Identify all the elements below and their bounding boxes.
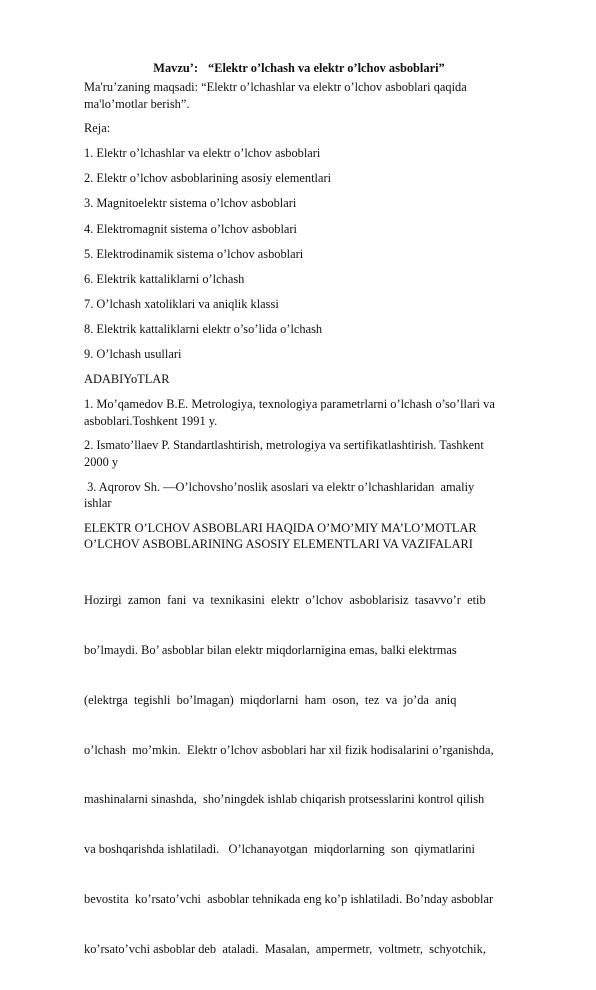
reference-line-1: 2. Ismato’llaev P. Standartlashtirish, metrologiya va sertifikatlashtirish. Tashkent (84, 438, 484, 453)
section-heading-line-2: O’LCHOV ASBOBLARINING ASOSIY ELEMENTLARI VA VAZIFALARI (84, 537, 473, 552)
reference-line-1: 3. Aqrorov Sh. ―O’lchovsho’noslik asoslari va elektr o’lchashlaridan amaliy (84, 479, 475, 494)
plan-list (84, 145, 514, 362)
reference-line-2: ishlar (84, 496, 112, 511)
document-page (84, 60, 514, 990)
reference-line-2: 2000 y (84, 455, 119, 469)
plan-item: 8. Elektrik kattaliklarni elektr o’so’lida o’lchash (84, 321, 323, 336)
section-heading (84, 520, 514, 553)
plan-item: 4. Elektromagnit sistema o’lchov asboblari (84, 221, 298, 236)
purpose-paragraph (84, 79, 514, 112)
body-line: ko’rsato’vchi asboblar deb ataladi. Masalan, ampermetr, voltmetr, schyotchik, (84, 941, 486, 956)
body-line: o’lchash mo’mkin. Elektr o’lchov asboblari har xil fizik hodisalarini o’rganishda, (84, 742, 494, 757)
reference-line-1: 1. Mo’qamedov B.E. Metrologiya, texnologiya parametrlarni o’lchash o’so’llari va (84, 397, 495, 412)
references-heading: ADABIYoTLAR (84, 372, 170, 387)
references-list (84, 396, 514, 512)
reference-item (84, 396, 514, 429)
purpose-line-1: Ma'ru’zaning maqsadi: “Elektr o’lchashlar va elektr o’lchov asboblari qaqida (84, 80, 467, 94)
body-line: Hozirgi zamon fani va texnikasini elektr o’lchov asboblarisiz tasavvo’r etib (84, 593, 486, 608)
reference-item (84, 437, 514, 470)
plan-item: 7. O’lchash xatoliklari va aniqlik klassi (84, 296, 279, 311)
body-line: bo’lmaydi. Bo’ asboblar bilan elektr miqdorlarnigina emas, balki elektrmas (84, 642, 457, 657)
document-title (84, 60, 514, 77)
body-line: va boshqarishda ishlatiladi. O’lchanayotgan miqdorlarning son qiymatlarini (84, 842, 475, 857)
plan-item: 6. Elektrik kattaliklarni o’lchash (84, 271, 245, 286)
reference-item (84, 479, 514, 512)
plan-label: Reja: (84, 121, 111, 136)
body-paragraph (84, 559, 514, 990)
title-label: Mavzu’: (153, 61, 199, 75)
section-heading-line-1: ELEKTR O’LCHOV ASBOBLARI HAQIDA O’MO’MIY MA’LO’MOTLAR (84, 520, 477, 535)
body-line: (elektrga tegishli bo’lmagan) miqdorlarni ham oson, tez va jo’da aniq (84, 692, 457, 707)
title-text: “Elektr o’lchash va elektr o’lchov asboblari” (208, 61, 445, 75)
plan-item: 2. Elektr o’lchov asboblarining asosiy elementlari (84, 171, 332, 186)
plan-item: 1. Elektr o’lchashlar va elektr o’lchov asboblari (84, 146, 321, 161)
purpose-line-2: ma'lo’motlar berish”. (84, 96, 190, 111)
plan-item: 5. Elektrodinamik sistema o’lchov asboblari (84, 246, 304, 261)
reference-line-2: asboblari.Toshkent 1991 y. (84, 413, 218, 428)
body-line: mashinalarni sinashda, sho’ningdek ishlab chiqarish protsesslarini kontrol qilish (84, 792, 485, 807)
body-line: bevostita ko’rsato’vchi asboblar tehnikada eng ko’p ishlatiladi. Bo’nday asboblar (84, 891, 494, 906)
plan-item: 3. Magnitoelektr sistema o’lchov asboblari (84, 196, 297, 211)
plan-item: 9. O’lchash usullari (84, 347, 182, 362)
